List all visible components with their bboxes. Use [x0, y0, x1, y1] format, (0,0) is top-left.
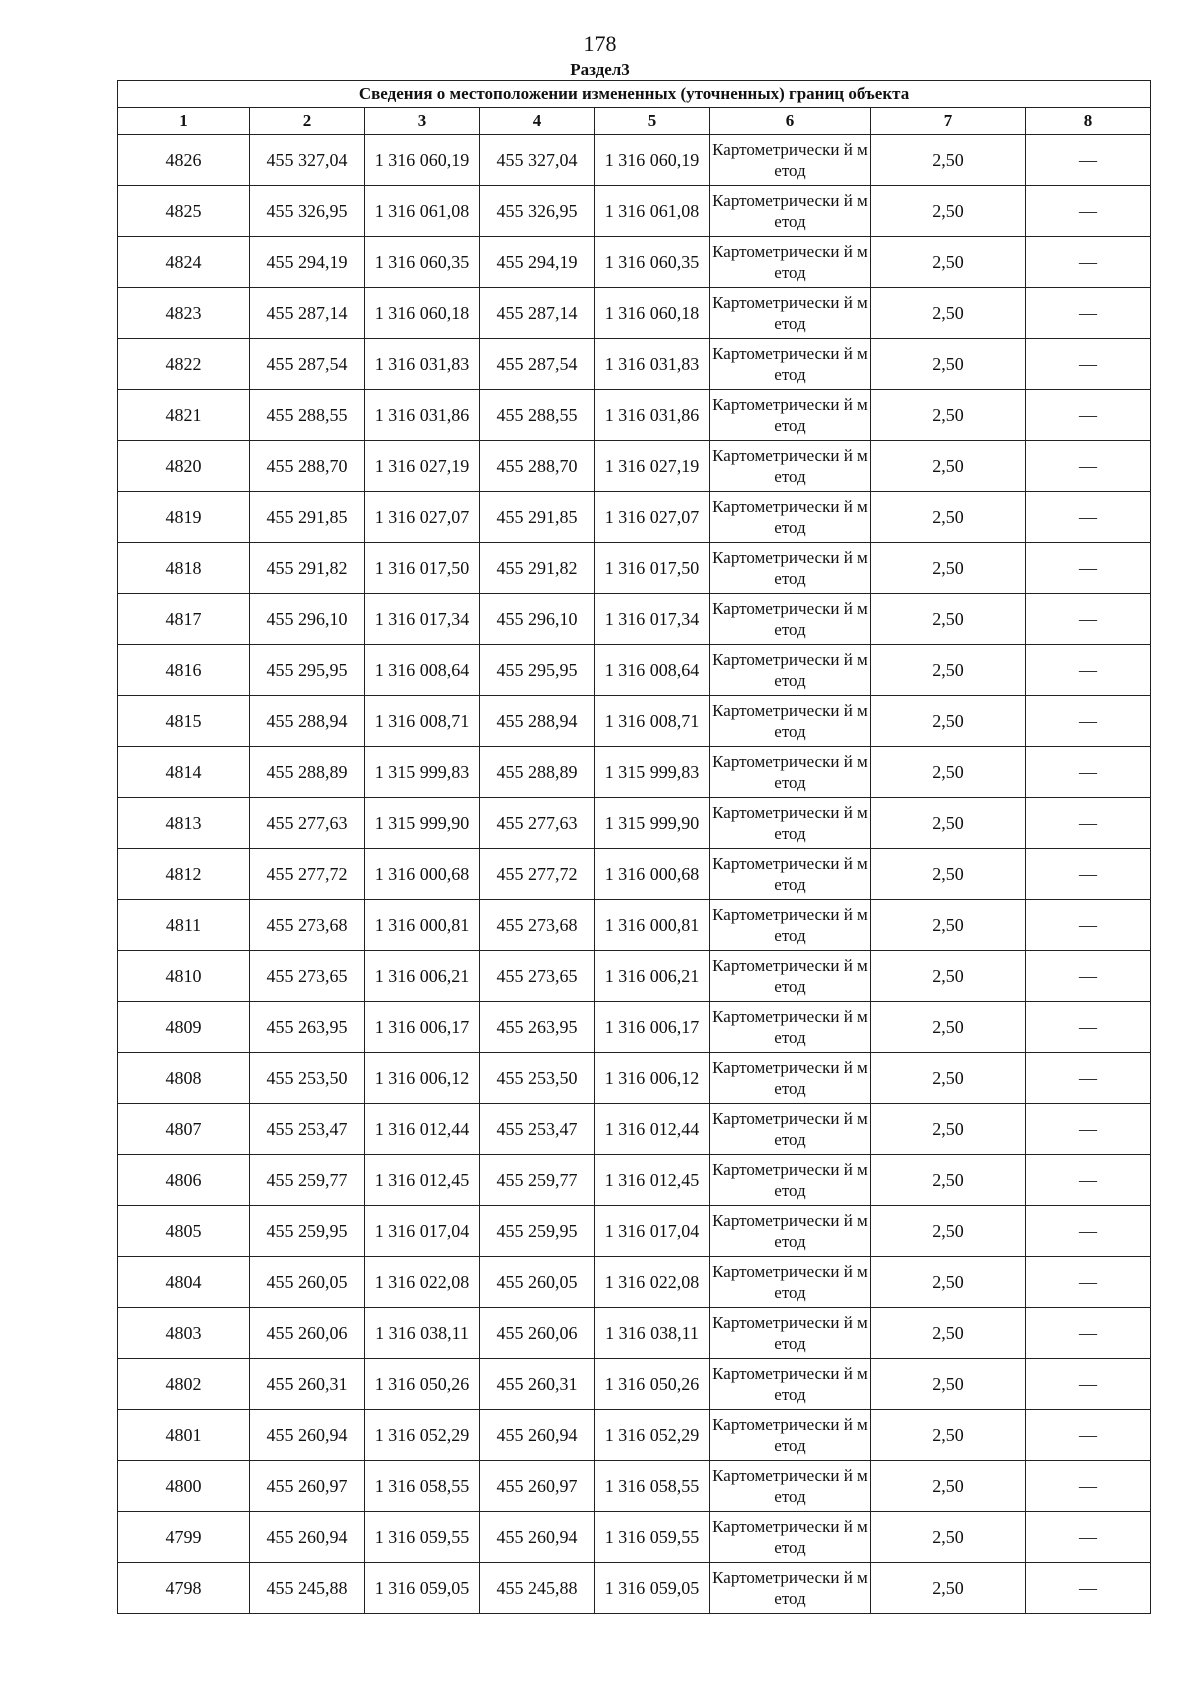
accuracy-cell: 2,50 [871, 339, 1026, 390]
accuracy-cell: 2,50 [871, 441, 1026, 492]
note-cell: — [1026, 1359, 1151, 1410]
table-body [118, 135, 1151, 1614]
x-new-cell: 455 326,95 [480, 186, 595, 237]
method-cell: Картометрически й метод [710, 1002, 871, 1053]
y-new-cell: 1 316 061,08 [595, 186, 710, 237]
x-new-cell: 455 260,31 [480, 1359, 595, 1410]
method-cell: Картометрически й метод [710, 1359, 871, 1410]
method-cell: Картометрически й метод [710, 186, 871, 237]
x-new-cell: 455 277,63 [480, 798, 595, 849]
table-row [118, 1563, 1151, 1614]
y-existing-cell: 1 316 031,83 [365, 339, 480, 390]
method-cell: Картометрически й метод [710, 441, 871, 492]
x-existing-cell: 455 287,54 [250, 339, 365, 390]
table-row [118, 645, 1151, 696]
table-row [118, 288, 1151, 339]
note-cell: — [1026, 1257, 1151, 1308]
note-cell: — [1026, 1410, 1151, 1461]
note-cell: — [1026, 1104, 1151, 1155]
point-number-cell: 4798 [118, 1563, 250, 1614]
y-new-cell: 1 316 052,29 [595, 1410, 710, 1461]
y-new-cell: 1 316 022,08 [595, 1257, 710, 1308]
x-new-cell: 455 260,97 [480, 1461, 595, 1512]
note-cell: — [1026, 543, 1151, 594]
y-new-cell: 1 316 012,44 [595, 1104, 710, 1155]
point-number-cell: 4807 [118, 1104, 250, 1155]
accuracy-cell: 2,50 [871, 798, 1026, 849]
y-existing-cell: 1 316 031,86 [365, 390, 480, 441]
y-existing-cell: 1 316 006,17 [365, 1002, 480, 1053]
x-new-cell: 455 259,77 [480, 1155, 595, 1206]
y-existing-cell: 1 316 006,12 [365, 1053, 480, 1104]
note-cell: — [1026, 747, 1151, 798]
y-existing-cell: 1 316 017,04 [365, 1206, 480, 1257]
y-existing-cell: 1 316 060,35 [365, 237, 480, 288]
note-cell: — [1026, 1563, 1151, 1614]
y-new-cell: 1 316 050,26 [595, 1359, 710, 1410]
y-existing-cell: 1 316 059,05 [365, 1563, 480, 1614]
point-number-cell: 4810 [118, 951, 250, 1002]
table-row [118, 594, 1151, 645]
y-new-cell: 1 316 059,05 [595, 1563, 710, 1614]
method-cell: Картометрически й метод [710, 951, 871, 1002]
y-existing-cell: 1 316 006,21 [365, 951, 480, 1002]
y-existing-cell: 1 316 058,55 [365, 1461, 480, 1512]
y-existing-cell: 1 316 000,68 [365, 849, 480, 900]
method-cell: Картометрически й метод [710, 1155, 871, 1206]
method-cell: Картометрически й метод [710, 1104, 871, 1155]
x-existing-cell: 455 291,85 [250, 492, 365, 543]
note-cell: — [1026, 696, 1151, 747]
x-existing-cell: 455 260,31 [250, 1359, 365, 1410]
note-cell: — [1026, 288, 1151, 339]
point-number-cell: 4809 [118, 1002, 250, 1053]
x-existing-cell: 455 294,19 [250, 237, 365, 288]
point-number-cell: 4803 [118, 1308, 250, 1359]
x-new-cell: 455 288,89 [480, 747, 595, 798]
x-existing-cell: 455 260,94 [250, 1410, 365, 1461]
note-cell: — [1026, 390, 1151, 441]
x-existing-cell: 455 277,72 [250, 849, 365, 900]
y-new-cell: 1 316 058,55 [595, 1461, 710, 1512]
x-existing-cell: 455 245,88 [250, 1563, 365, 1614]
y-new-cell: 1 316 027,07 [595, 492, 710, 543]
y-new-cell: 1 316 060,19 [595, 135, 710, 186]
y-new-cell: 1 316 006,12 [595, 1053, 710, 1104]
y-new-cell: 1 316 000,81 [595, 900, 710, 951]
accuracy-cell: 2,50 [871, 1155, 1026, 1206]
accuracy-cell: 2,50 [871, 1104, 1026, 1155]
x-new-cell: 455 263,95 [480, 1002, 595, 1053]
x-new-cell: 455 287,54 [480, 339, 595, 390]
x-existing-cell: 455 295,95 [250, 645, 365, 696]
table-caption: Сведения о местоположении измененных (уточненных) границ объекта [118, 81, 1151, 108]
method-cell: Картометрически й метод [710, 1512, 871, 1563]
y-existing-cell: 1 315 999,83 [365, 747, 480, 798]
x-new-cell: 455 287,14 [480, 288, 595, 339]
y-existing-cell: 1 316 052,29 [365, 1410, 480, 1461]
accuracy-cell: 2,50 [871, 1410, 1026, 1461]
point-number-cell: 4805 [118, 1206, 250, 1257]
y-existing-cell: 1 315 999,90 [365, 798, 480, 849]
accuracy-cell: 2,50 [871, 594, 1026, 645]
column-header: 6 [710, 108, 871, 135]
table-header-row [118, 108, 1151, 135]
accuracy-cell: 2,50 [871, 186, 1026, 237]
table-row [118, 543, 1151, 594]
accuracy-cell: 2,50 [871, 543, 1026, 594]
point-number-cell: 4820 [118, 441, 250, 492]
y-new-cell: 1 316 017,34 [595, 594, 710, 645]
note-cell: — [1026, 645, 1151, 696]
point-number-cell: 4815 [118, 696, 250, 747]
table-row [118, 441, 1151, 492]
accuracy-cell: 2,50 [871, 492, 1026, 543]
x-new-cell: 455 291,85 [480, 492, 595, 543]
table-row [118, 135, 1151, 186]
x-existing-cell: 455 288,70 [250, 441, 365, 492]
method-cell: Картометрически й метод [710, 543, 871, 594]
y-new-cell: 1 316 012,45 [595, 1155, 710, 1206]
accuracy-cell: 2,50 [871, 696, 1026, 747]
column-header: 7 [871, 108, 1026, 135]
accuracy-cell: 2,50 [871, 1002, 1026, 1053]
point-number-cell: 4812 [118, 849, 250, 900]
accuracy-cell: 2,50 [871, 1563, 1026, 1614]
point-number-cell: 4799 [118, 1512, 250, 1563]
x-existing-cell: 455 291,82 [250, 543, 365, 594]
x-existing-cell: 455 296,10 [250, 594, 365, 645]
x-existing-cell: 455 288,89 [250, 747, 365, 798]
x-existing-cell: 455 259,77 [250, 1155, 365, 1206]
note-cell: — [1026, 441, 1151, 492]
accuracy-cell: 2,50 [871, 390, 1026, 441]
point-number-cell: 4822 [118, 339, 250, 390]
point-number-cell: 4814 [118, 747, 250, 798]
point-number-cell: 4818 [118, 543, 250, 594]
x-new-cell: 455 294,19 [480, 237, 595, 288]
y-new-cell: 1 316 008,64 [595, 645, 710, 696]
accuracy-cell: 2,50 [871, 288, 1026, 339]
x-new-cell: 455 277,72 [480, 849, 595, 900]
y-existing-cell: 1 316 061,08 [365, 186, 480, 237]
y-existing-cell: 1 316 017,50 [365, 543, 480, 594]
method-cell: Картометрически й метод [710, 237, 871, 288]
table-row [118, 492, 1151, 543]
x-new-cell: 455 273,65 [480, 951, 595, 1002]
note-cell: — [1026, 849, 1151, 900]
y-new-cell: 1 315 999,83 [595, 747, 710, 798]
table-row [118, 1104, 1151, 1155]
method-cell: Картометрически й метод [710, 900, 871, 951]
note-cell: — [1026, 1155, 1151, 1206]
y-existing-cell: 1 316 027,07 [365, 492, 480, 543]
point-number-cell: 4816 [118, 645, 250, 696]
table-row [118, 1461, 1151, 1512]
x-new-cell: 455 288,55 [480, 390, 595, 441]
table-caption-row [118, 81, 1151, 108]
table-row [118, 1512, 1151, 1563]
column-header: 2 [250, 108, 365, 135]
note-cell: — [1026, 186, 1151, 237]
accuracy-cell: 2,50 [871, 900, 1026, 951]
y-new-cell: 1 316 060,18 [595, 288, 710, 339]
y-new-cell: 1 315 999,90 [595, 798, 710, 849]
y-existing-cell: 1 316 000,81 [365, 900, 480, 951]
note-cell: — [1026, 1002, 1151, 1053]
x-new-cell: 455 295,95 [480, 645, 595, 696]
accuracy-cell: 2,50 [871, 1206, 1026, 1257]
note-cell: — [1026, 1512, 1151, 1563]
table-row [118, 1155, 1151, 1206]
note-cell: — [1026, 1461, 1151, 1512]
method-cell: Картометрически й метод [710, 1206, 871, 1257]
x-existing-cell: 455 253,50 [250, 1053, 365, 1104]
y-existing-cell: 1 316 008,71 [365, 696, 480, 747]
x-new-cell: 455 259,95 [480, 1206, 595, 1257]
y-existing-cell: 1 316 008,64 [365, 645, 480, 696]
y-existing-cell: 1 316 012,44 [365, 1104, 480, 1155]
point-number-cell: 4817 [118, 594, 250, 645]
x-existing-cell: 455 288,55 [250, 390, 365, 441]
note-cell: — [1026, 798, 1151, 849]
table-row [118, 1359, 1151, 1410]
y-existing-cell: 1 316 012,45 [365, 1155, 480, 1206]
column-header: 5 [595, 108, 710, 135]
x-existing-cell: 455 288,94 [250, 696, 365, 747]
note-cell: — [1026, 900, 1151, 951]
column-header: 4 [480, 108, 595, 135]
y-existing-cell: 1 316 060,19 [365, 135, 480, 186]
note-cell: — [1026, 237, 1151, 288]
accuracy-cell: 2,50 [871, 1053, 1026, 1104]
x-existing-cell: 455 263,95 [250, 1002, 365, 1053]
x-existing-cell: 455 260,06 [250, 1308, 365, 1359]
y-new-cell: 1 316 000,68 [595, 849, 710, 900]
table-row [118, 1410, 1151, 1461]
table-row [118, 1053, 1151, 1104]
x-existing-cell: 455 277,63 [250, 798, 365, 849]
table-row [118, 849, 1151, 900]
table-row [118, 747, 1151, 798]
note-cell: — [1026, 135, 1151, 186]
accuracy-cell: 2,50 [871, 951, 1026, 1002]
method-cell: Картометрически й метод [710, 288, 871, 339]
accuracy-cell: 2,50 [871, 1461, 1026, 1512]
y-new-cell: 1 316 017,04 [595, 1206, 710, 1257]
method-cell: Картометрически й метод [710, 1563, 871, 1614]
x-existing-cell: 455 326,95 [250, 186, 365, 237]
table-row [118, 339, 1151, 390]
table-row [118, 798, 1151, 849]
section-title: Раздел3 [570, 60, 630, 79]
x-existing-cell: 455 327,04 [250, 135, 365, 186]
x-new-cell: 455 260,05 [480, 1257, 595, 1308]
x-existing-cell: 455 260,97 [250, 1461, 365, 1512]
point-number-cell: 4826 [118, 135, 250, 186]
x-new-cell: 455 288,94 [480, 696, 595, 747]
accuracy-cell: 2,50 [871, 1359, 1026, 1410]
accuracy-cell: 2,50 [871, 1257, 1026, 1308]
column-header: 3 [365, 108, 480, 135]
point-number-cell: 4806 [118, 1155, 250, 1206]
point-number-cell: 4824 [118, 237, 250, 288]
y-existing-cell: 1 316 059,55 [365, 1512, 480, 1563]
table-row [118, 1002, 1151, 1053]
method-cell: Картометрически й метод [710, 339, 871, 390]
method-cell: Картометрически й метод [710, 492, 871, 543]
note-cell: — [1026, 1308, 1151, 1359]
table-row [118, 237, 1151, 288]
accuracy-cell: 2,50 [871, 849, 1026, 900]
method-cell: Картометрически й метод [710, 1257, 871, 1308]
x-new-cell: 455 296,10 [480, 594, 595, 645]
method-cell: Картометрически й метод [710, 1308, 871, 1359]
y-new-cell: 1 316 006,17 [595, 1002, 710, 1053]
x-existing-cell: 455 260,05 [250, 1257, 365, 1308]
accuracy-cell: 2,50 [871, 1512, 1026, 1563]
point-number-cell: 4804 [118, 1257, 250, 1308]
x-new-cell: 455 260,94 [480, 1410, 595, 1461]
point-number-cell: 4819 [118, 492, 250, 543]
method-cell: Картометрически й метод [710, 1410, 871, 1461]
x-existing-cell: 455 260,94 [250, 1512, 365, 1563]
x-new-cell: 455 253,50 [480, 1053, 595, 1104]
method-cell: Картометрически й метод [710, 1053, 871, 1104]
method-cell: Картометрически й метод [710, 849, 871, 900]
x-new-cell: 455 273,68 [480, 900, 595, 951]
table-row [118, 1257, 1151, 1308]
accuracy-cell: 2,50 [871, 645, 1026, 696]
note-cell: — [1026, 339, 1151, 390]
accuracy-cell: 2,50 [871, 1308, 1026, 1359]
y-existing-cell: 1 316 050,26 [365, 1359, 480, 1410]
y-new-cell: 1 316 027,19 [595, 441, 710, 492]
boundary-coordinates-table [117, 80, 1151, 1614]
method-cell: Картометрически й метод [710, 135, 871, 186]
x-new-cell: 455 288,70 [480, 441, 595, 492]
table-row [118, 1206, 1151, 1257]
table-row [118, 1308, 1151, 1359]
point-number-cell: 4821 [118, 390, 250, 441]
table-row [118, 390, 1151, 441]
table-row [118, 186, 1151, 237]
y-new-cell: 1 316 059,55 [595, 1512, 710, 1563]
x-existing-cell: 455 259,95 [250, 1206, 365, 1257]
accuracy-cell: 2,50 [871, 135, 1026, 186]
x-new-cell: 455 253,47 [480, 1104, 595, 1155]
y-new-cell: 1 316 031,86 [595, 390, 710, 441]
page-number: 178 [583, 31, 617, 56]
note-cell: — [1026, 594, 1151, 645]
method-cell: Картометрически й метод [710, 696, 871, 747]
note-cell: — [1026, 1206, 1151, 1257]
x-new-cell: 455 260,06 [480, 1308, 595, 1359]
point-number-cell: 4823 [118, 288, 250, 339]
point-number-cell: 4813 [118, 798, 250, 849]
y-new-cell: 1 316 038,11 [595, 1308, 710, 1359]
point-number-cell: 4825 [118, 186, 250, 237]
note-cell: — [1026, 1053, 1151, 1104]
x-existing-cell: 455 273,65 [250, 951, 365, 1002]
x-existing-cell: 455 287,14 [250, 288, 365, 339]
x-new-cell: 455 291,82 [480, 543, 595, 594]
x-existing-cell: 455 273,68 [250, 900, 365, 951]
y-existing-cell: 1 316 060,18 [365, 288, 480, 339]
table-row [118, 951, 1151, 1002]
y-new-cell: 1 316 008,71 [595, 696, 710, 747]
point-number-cell: 4801 [118, 1410, 250, 1461]
y-new-cell: 1 316 017,50 [595, 543, 710, 594]
method-cell: Картометрически й метод [710, 747, 871, 798]
point-number-cell: 4808 [118, 1053, 250, 1104]
method-cell: Картометрически й метод [710, 594, 871, 645]
accuracy-cell: 2,50 [871, 747, 1026, 798]
x-existing-cell: 455 253,47 [250, 1104, 365, 1155]
point-number-cell: 4811 [118, 900, 250, 951]
method-cell: Картометрически й метод [710, 1461, 871, 1512]
method-cell: Картометрически й метод [710, 390, 871, 441]
x-new-cell: 455 245,88 [480, 1563, 595, 1614]
point-number-cell: 4800 [118, 1461, 250, 1512]
table-row [118, 900, 1151, 951]
y-existing-cell: 1 316 038,11 [365, 1308, 480, 1359]
y-new-cell: 1 316 060,35 [595, 237, 710, 288]
accuracy-cell: 2,50 [871, 237, 1026, 288]
note-cell: — [1026, 951, 1151, 1002]
y-existing-cell: 1 316 022,08 [365, 1257, 480, 1308]
point-number-cell: 4802 [118, 1359, 250, 1410]
x-new-cell: 455 260,94 [480, 1512, 595, 1563]
x-new-cell: 455 327,04 [480, 135, 595, 186]
table-row [118, 696, 1151, 747]
method-cell: Картометрически й метод [710, 645, 871, 696]
note-cell: — [1026, 492, 1151, 543]
method-cell: Картометрически й метод [710, 798, 871, 849]
y-existing-cell: 1 316 017,34 [365, 594, 480, 645]
y-existing-cell: 1 316 027,19 [365, 441, 480, 492]
column-header: 8 [1026, 108, 1151, 135]
column-header: 1 [118, 108, 250, 135]
y-new-cell: 1 316 006,21 [595, 951, 710, 1002]
y-new-cell: 1 316 031,83 [595, 339, 710, 390]
